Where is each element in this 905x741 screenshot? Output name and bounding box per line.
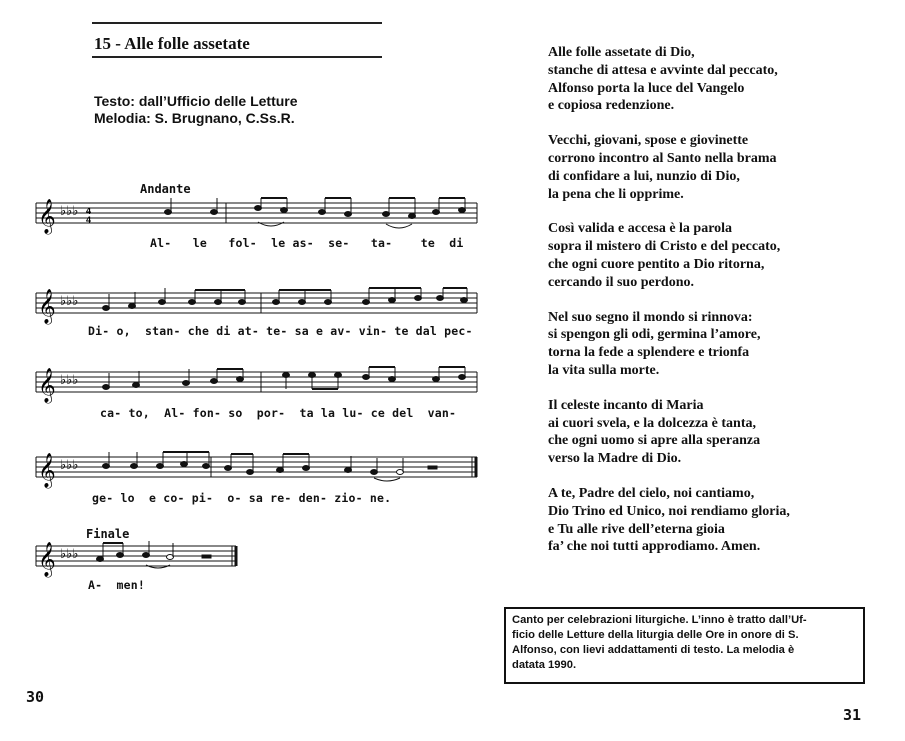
tempo-finale: Finale [86,527,130,541]
stanza-6 [548,485,878,556]
note-line: datata 1990. [512,659,577,671]
lyrics-line-1: Al- le fol- le as- se- ta- te di [150,236,464,250]
verse-line: cercando il suo perdono. [548,274,694,290]
verse-line: torna la fede a splendere e trionfa [548,345,750,361]
svg-text:♭♭♭: ♭♭♭ [60,458,79,473]
svg-text:♭♭♭: ♭♭♭ [60,294,79,309]
hymn-text [548,44,878,573]
verse-line: e Tu alle rive dell’eterna gioia [548,521,725,537]
verse-line: sopra il mistero di Cristo e del peccato, [548,239,781,255]
title-rule-top [92,22,382,24]
verse-line: Alfonso porta la luce del Vangelo [548,80,745,96]
page-number-right: 31 [843,706,862,724]
music-staff-1 [36,198,481,238]
stanza-3 [548,220,878,291]
music-staff-finale [36,541,246,581]
note-line: Canto per celebrazioni liturgiche. L’inno è tratto dall’Uf- [512,614,807,626]
verse-line: che ogni uomo si apre alla speranza [548,433,761,449]
svg-text:𝄞: 𝄞 [38,368,56,403]
song-title: 15 - Alle folle assetate [94,34,250,53]
text-credit: Testo: dall’Ufficio delle Letture [94,93,298,109]
verse-line: la pena che li opprime. [548,186,684,202]
svg-text:♭♭♭: ♭♭♭ [60,204,79,219]
lyrics-line-3: ca- to, Al- fon- so por- ta la lu- ce del van- [100,406,457,420]
verse-line: e copiosa redenzione. [548,98,675,114]
stanza-4 [548,309,878,380]
melody-credit: Melodia: S. Brugnano, C.Ss.R. [94,110,295,126]
svg-text:4: 4 [86,215,92,225]
tempo-andante: Andante [140,182,191,196]
svg-text:𝄞: 𝄞 [38,453,56,488]
stanza-2 [548,132,878,203]
verse-line: corrono incontro al Santo nella brama [548,150,777,166]
stanza-1 [548,44,878,115]
svg-text:𝄞: 𝄞 [38,289,56,324]
verse-line: ai cuori svela, e la dolcezza è tanta, [548,415,757,431]
note-line: ficio delle Letture della liturgia delle Ore in onore di S. [512,629,799,641]
svg-text:♭♭♭: ♭♭♭ [60,547,79,562]
verse-line: Così valida e accesa è la parola [548,221,733,237]
music-staff-4 [36,452,481,492]
treble-clef-icon: 𝄞 [38,199,56,234]
verse-line: Vecchi, giovani, spose e giovinette [548,133,749,149]
verse-line: verso la Madre di Dio. [548,451,682,467]
verse-line: di confidare a lui, nunzio di Dio, [548,168,740,184]
svg-text:4: 4 [86,206,92,216]
lyrics-line-4: ge- lo e co- pi- o- sa re- den- zio- ne. [92,491,392,505]
note-line: Alfonso, con lievi addattamenti di testo. La melodia è [512,644,795,656]
title-rule-bottom [92,56,382,58]
svg-text:𝄞: 𝄞 [38,542,56,577]
verse-line: Nel suo segno il mondo si rinnova: [548,309,753,325]
verse-line: che ogni cuore pentito a Dio ritorna, [548,256,765,272]
verse-line: Alle folle assetate di Dio, [548,45,695,60]
verse-line: si spengon gli odi, germina l’amore, [548,327,761,343]
verse-line: fa’ che noi tutti approdiamo. Amen. [548,539,761,555]
svg-text:♭♭♭: ♭♭♭ [60,373,79,388]
lyrics-line-finale: A- men! [88,578,145,592]
verse-line: la vita sulla morte. [548,362,660,378]
verse-line: A te, Padre del cielo, noi cantiamo, [548,485,755,501]
verse-line: stanche di attesa e avvinte dal peccato, [548,62,778,78]
verse-line: Dio Trino ed Unico, noi rendiamo gloria, [548,503,790,519]
verse-line: Il celeste incanto di Maria [548,397,704,413]
music-staff-2 [36,288,481,328]
page-number-left: 30 [26,688,45,706]
liturgical-note [504,607,865,684]
lyrics-line-2: Di- o, stan- che di at- te- sa e av- vin- te dal pec- [88,324,473,338]
stanza-5 [548,397,878,468]
music-staff-3 [36,367,481,407]
song-credits [94,93,298,127]
